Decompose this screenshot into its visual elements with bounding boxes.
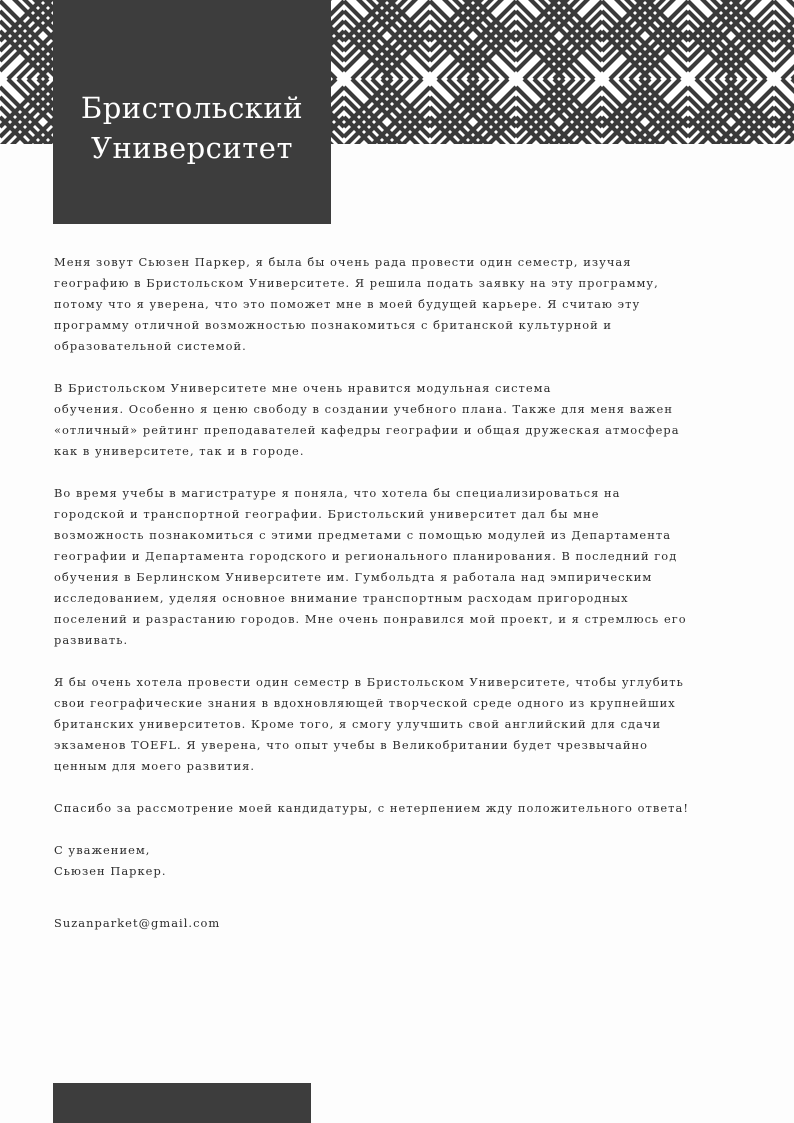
text-line: Я бы очень хотела провести один семестр в Бристольском Университете, чтобы углубить xyxy=(54,675,684,689)
text-line: поселений и разрастанию городов. Мне очень понравился мой проект, и я стремлюсь его xyxy=(54,612,687,626)
text-line: образовательной системой. xyxy=(54,339,247,353)
text-line: свои географические знания в вдохновляющей творческой среде одного из крупнейших xyxy=(54,696,676,710)
text-line: экзаменов TOEFL. Я уверена, что опыт учебы в Великобритании будет чрезвычайно xyxy=(54,738,649,752)
title-line-2: Университет xyxy=(91,131,293,165)
text-line: британских университетов. Кроме того, я смогу улучшить свой английский для сдачи xyxy=(54,717,662,731)
signature-name: Сьюзен Паркер. xyxy=(54,864,167,878)
paragraph-masters xyxy=(54,483,744,651)
footer-bar xyxy=(53,1083,311,1123)
text-line: Во время учебы в магистратуре я поняла, что хотела бы специализироваться на xyxy=(54,486,621,500)
text-line: географии и Департамента городского и регионального планирования. В последний год xyxy=(54,549,678,563)
paragraph-thanks xyxy=(54,798,744,819)
text-line: «отличный» рейтинг преподавателей кафедры географии и общая дружеская атмосфера xyxy=(54,423,680,437)
text-line: географию в Бристольском Университете. Я решила подать заявку на эту программу, xyxy=(54,276,659,290)
text-line: Спасибо за рассмотрение моей кандидатуры, с нетерпением жду положительного ответа! xyxy=(54,801,689,815)
text-line: как в университете, так и в городе. xyxy=(54,444,305,458)
text-line: исследованием, уделяя основное внимание транспортным расходам пригородных xyxy=(54,591,629,605)
text-line: В Бристольском Университете мне очень нравится модульная система xyxy=(54,381,552,395)
text-line: развивать. xyxy=(54,633,129,647)
text-line: обучения в Берлинском Университете им. Гумбольдта я работала над эмпирическим xyxy=(54,570,653,584)
title-line-1: Бристольский xyxy=(80,91,304,125)
text-line: Меня зовут Сьюзен Паркер, я была бы очень рада провести один семестр, изучая xyxy=(54,255,632,269)
email-address: Suzanparket@gmail.com xyxy=(54,916,221,930)
text-line: потому что я уверена, что это поможет мне в моей будущей карьере. Я считаю эту xyxy=(54,297,641,311)
paragraph-goals xyxy=(54,672,744,777)
signoff xyxy=(54,840,744,882)
letter-body xyxy=(54,252,744,934)
title-block xyxy=(53,0,331,224)
text-line: ценным для моего развития. xyxy=(54,759,256,773)
text-line: программу отличной возможностью познакомиться с британской культурной и xyxy=(54,318,613,332)
text-line: обучения. Особенно я ценю свободу в создании учебного плана. Также для меня важен xyxy=(54,402,673,416)
closing-text: С уважением, xyxy=(54,843,151,857)
text-line: возможность познакомиться с этими предметами с помощью модулей из Департамента xyxy=(54,528,672,542)
text-line: городской и транспортной географии. Бристольский университет дал бы мне xyxy=(54,507,600,521)
paragraph-modules xyxy=(54,378,744,462)
paragraph-intro xyxy=(54,252,744,357)
